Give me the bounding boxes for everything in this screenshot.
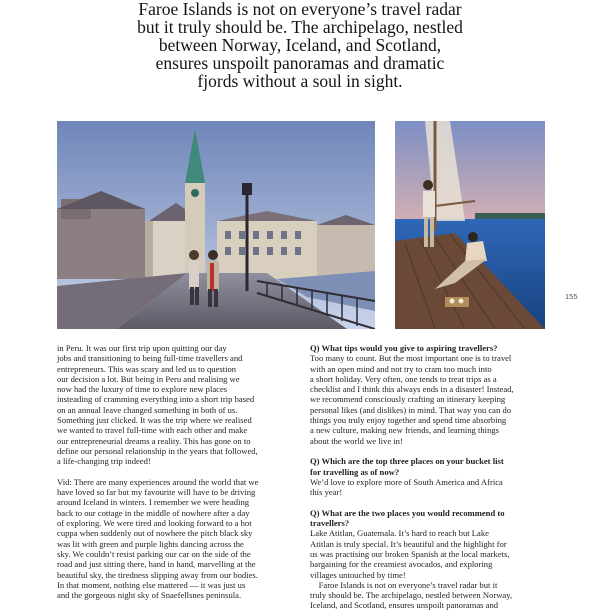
answer-line: villages untouched by time! (310, 569, 406, 580)
answer-line: We’d love to explore more of South America and Africa (310, 476, 503, 487)
answer-line: a new culture, making new friends, and learning things (310, 425, 500, 436)
body-line: was lit with green and purple lights dancing across the (57, 538, 244, 549)
body-line: around Iceland in winters. I remember we were heading (57, 497, 250, 508)
pull-quote (120, 0, 480, 90)
answer-line: Iceland, and Scotland, ensures unspoilt panoramas and (310, 600, 499, 611)
body-line: back to our cottage in the middle of nowhere after a day (57, 507, 250, 518)
interview-question: Q) What are the two places you would recommend to (310, 507, 505, 518)
answer-line: Faroe Islands is not on everyone’s travel radar but it (310, 579, 498, 590)
body-line: a life-changing trip indeed! (57, 456, 151, 467)
pull-quote-line: fjords without a soul in sight. (197, 71, 403, 91)
answer-line: checklist and I think this always ends in a disaster! Instead, (310, 384, 514, 395)
paragraph-gap (310, 497, 550, 507)
pull-quote-line: between Norway, Iceland, and Scotland, (158, 35, 442, 55)
body-line: insteading of cramming everything into a short trip based (57, 394, 255, 405)
body-line: Something just clicked. It was the trip where we realised (57, 415, 252, 426)
answer-line: Too many to count. But the most important one is to travel (310, 353, 512, 364)
body-line: our decision a lot. But being in Peru and realising we (57, 373, 240, 384)
body-line: define our personal relationship in the years that followed, (57, 445, 258, 456)
body-line: in Peru. It was our first trip upon quitting our day (57, 343, 227, 353)
body-line: road and just sitting there, hand in hand, marvelling at the (57, 559, 256, 570)
answer-line: truly should be. The archipelago, nestled between Norway, (310, 590, 513, 601)
answer-line: about the world we live in! (310, 435, 403, 446)
left-text-column (57, 343, 303, 600)
body-line: on an annual leave changed something in both of us. (57, 404, 238, 415)
answer-line: us was practising our broken Spanish at the local markets, (310, 548, 510, 559)
interview-question: travellers? (310, 518, 350, 529)
answer-line: this year! (310, 487, 343, 498)
interview-question: for travelling as of now? (310, 466, 400, 477)
answer-line: things you truly enjoy together and spend time absorbing (310, 415, 507, 426)
body-line: now had the luxury of time to explore new places (57, 384, 228, 395)
body-line: beautiful sky, the tiredness slipping away from our bodies. (57, 569, 258, 580)
page-number: 155 (565, 292, 578, 301)
answer-line: we recommend consciously crafting an itinerary keeping (310, 394, 506, 405)
body-line: In that moment, nothing else mattered — it was just us (57, 579, 246, 590)
body-line: entrepreneurs. This was scary and led us to question (57, 363, 237, 374)
answer-line: Lake Atitlan, Guatemala. It’s hard to reach but Lake (310, 528, 489, 539)
pull-quote-line: ensures unspoilt panoramas and dramatic (155, 53, 445, 73)
pull-quote-line: Faroe Islands is not on everyone’s travel radar (138, 0, 462, 19)
body-line: have loved so far but my favourite will have to be driving (57, 487, 256, 498)
body-line: Vid: There are many experiences around the world that we (57, 476, 259, 487)
body-line: we wanted to travel full-time with each other and make (57, 425, 248, 436)
body-line: cuppa when suddenly out of nowhere the pitch black sky (57, 528, 253, 539)
paragraph-gap (57, 467, 303, 477)
interview-question: Q) What tips would you give to aspiring travellers? (310, 343, 498, 353)
answer-line: with an open mind and not try to cram too much into (310, 363, 492, 374)
right-text-column (310, 343, 550, 611)
answer-line: bargaining for the creamiest avocados, and exploring (310, 559, 493, 570)
body-line: of exploring. We were tired and looking forward to a hot (57, 518, 252, 529)
body-line: and the gorgeous night sky of Snaefellsnes peninsula. (57, 590, 242, 601)
answer-line: a short holiday. Very often, one tends to treat trips as a (310, 373, 497, 384)
sailboat-deck-photo (395, 121, 545, 329)
interview-question: Q) Which are the top three places on your bucket list (310, 456, 504, 467)
paragraph-gap (310, 446, 550, 456)
pull-quote-line: but it truly should be. The archipelago, nestled (137, 17, 463, 37)
body-line: jobs and transitioning to being full-time travellers and (57, 353, 243, 364)
body-line: our entrepreneurial dreams a reality. This has gone on to (57, 435, 251, 446)
answer-line: Atitlan is truly special. It’s beautiful and the highlight for (310, 538, 507, 549)
body-line: sky. We couldn’t resist parking our car on the side of the (57, 548, 251, 559)
zurich-church-photo (57, 121, 375, 329)
answer-line: personal likes (and dislikes) in mind. That way you can do (310, 404, 512, 415)
